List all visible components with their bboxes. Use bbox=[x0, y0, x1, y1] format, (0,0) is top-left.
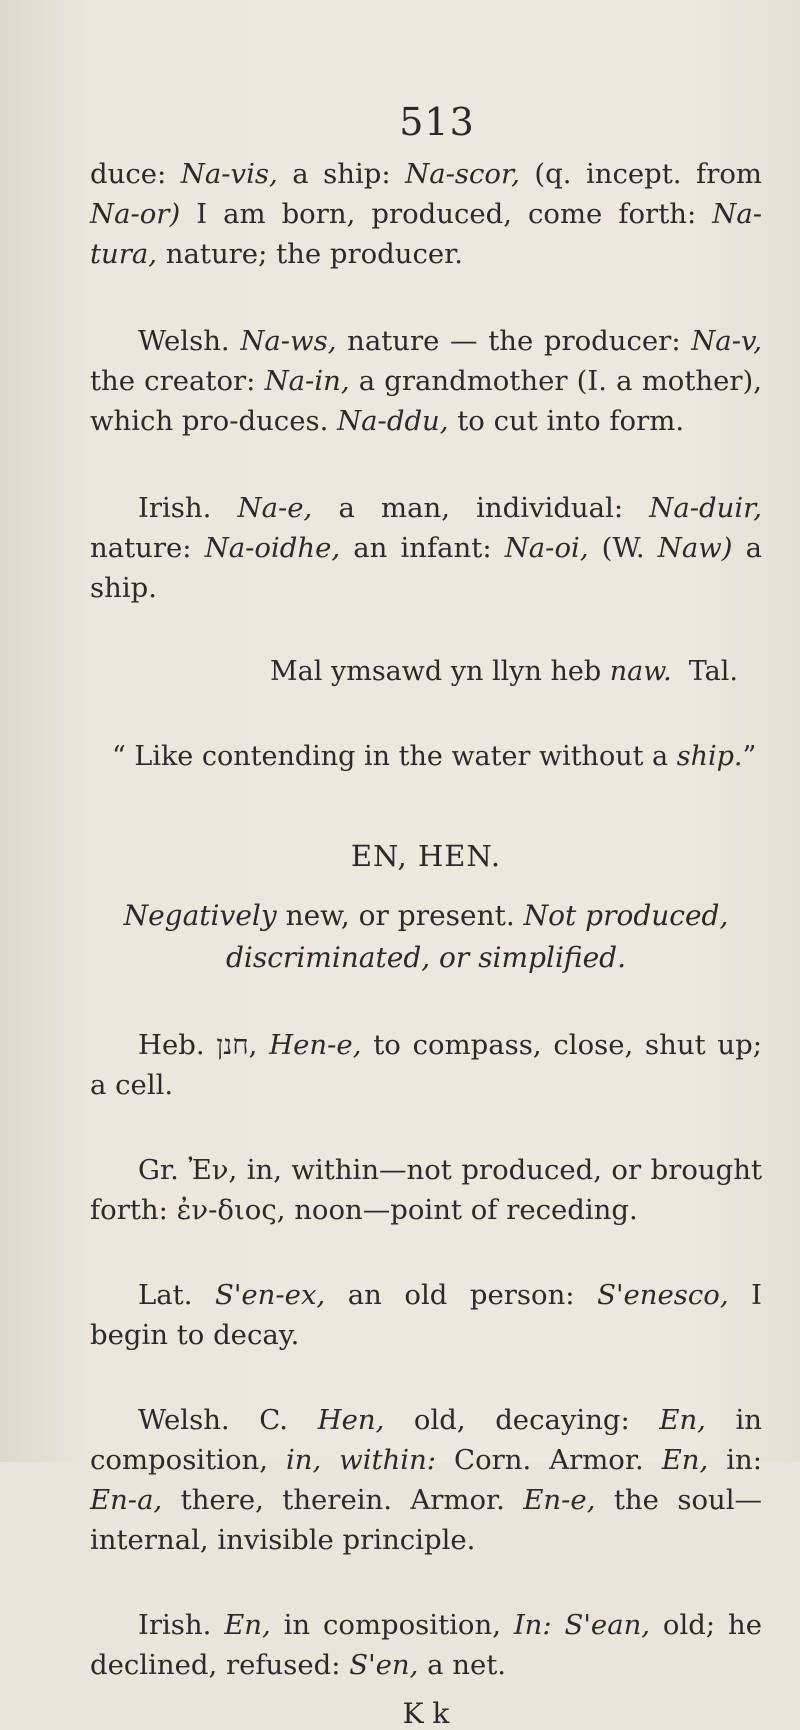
paragraph-en-greek: Gr. Ἐν, in, within—not produced, or brought forth: ἐν-διος, noon—point of receding. bbox=[90, 1154, 762, 1226]
verse-text: Mal ymsawd yn llyn heb naw. bbox=[270, 656, 672, 687]
paragraph-en-irish: Irish. En, in composition, In: S'ean, old; he declined, refused: S'en, a net. bbox=[90, 1609, 762, 1681]
signature-mark: K k bbox=[402, 1697, 450, 1730]
paragraph-en-latin: Lat. S'en-ex, an old person: S'enesco, I begin to decay. bbox=[90, 1279, 762, 1351]
verse-line bbox=[90, 652, 762, 692]
paragraph-en-hebrew: Heb. חנן, Hen-e, to compass, close, shut up; a cell. bbox=[90, 1029, 763, 1101]
section-definition: Negatively new, or present. Not produced, discriminated, or simplified. bbox=[123, 899, 729, 974]
paragraph-en-welsh: Welsh. C. Hen, old, decaying: En, in composition, in, within: Corn. Armor. En, in: En-a, there, therein. Armor. En-e, the soul—internal, invisible principle. bbox=[90, 1404, 763, 1556]
page-number: 513 bbox=[399, 100, 475, 144]
section-heading: EN, HEN. bbox=[350, 839, 502, 873]
paragraph-na-latin: duce: Na-vis, a ship: Na-scor, (q. incept. from Na-or) I am born, produced, come forth: Na-tura, nature; the producer. bbox=[90, 158, 763, 270]
verse-translation: “ Like contending in the water without a ship.” bbox=[112, 741, 757, 772]
paragraph-na-welsh: Welsh. Na-ws, nature — the producer: Na-v, the creator: Na-in, a grandmother (I. a mother), which pro-duces. Na-ddu, to cut into form. bbox=[90, 325, 762, 437]
paragraph-na-irish: Irish. Na-e, a man, individual: Na-duir, nature: Na-oidhe, an infant: Na-oi, (W. Naw) a ship. bbox=[90, 492, 763, 604]
verse-source: Tal. bbox=[688, 656, 738, 687]
